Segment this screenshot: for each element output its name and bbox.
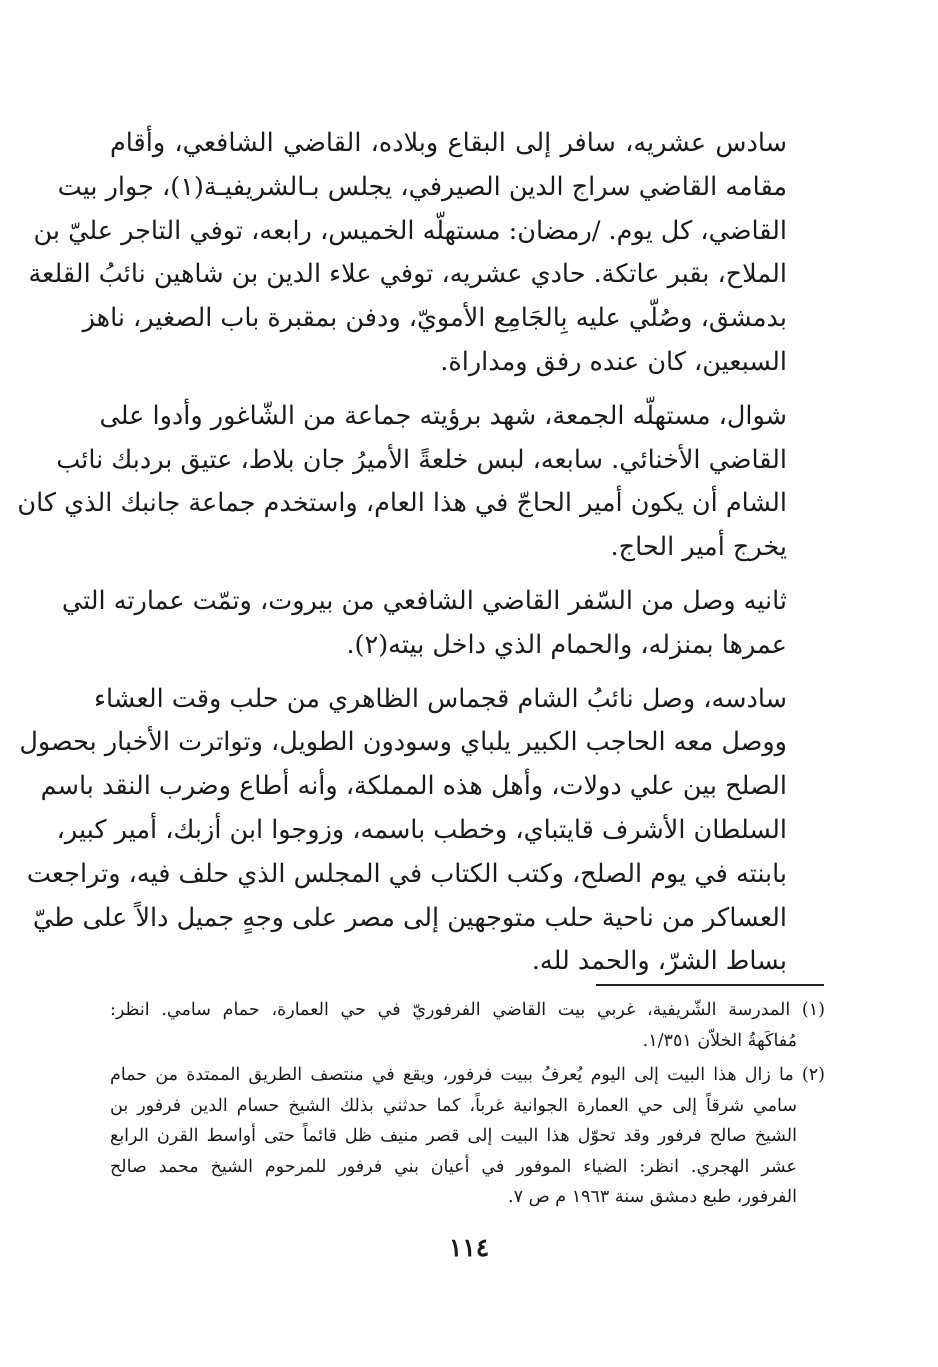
text-line: بابنته في يوم الصلح، وكتب الكتاب في المجلس الذي حلف فيه، وتراجعت bbox=[26, 858, 787, 889]
text-line: بدمشق، وصُلّي عليه بِالجَامِع الأمويّ، ودفن بمقبرة باب الصغير، ناهز bbox=[82, 303, 787, 334]
text-line: القاضي الأخنائي. سابعه، لبس خلعةً الأميرُ جان بلاط، عتيق بردبك نائب bbox=[56, 444, 787, 475]
paragraph-1 bbox=[28, 122, 825, 385]
text-line: القاضي، كل يوم. /رمضان: مستهلّه الخميس، رابعه، توفي التاجر عليّ بن bbox=[33, 215, 787, 246]
paragraph-4 bbox=[19, 678, 825, 985]
footnote-1 bbox=[110, 995, 825, 1056]
footnote-line: الشيخ صالح فرفور وقد تحوّل هذا البيت إلى قصر منيف ظل قائماً حتى أواسط القرن الرابع bbox=[110, 1126, 797, 1146]
text-line: شوال، مستهلّه الجمعة، شهد برؤيته جماعة من الشّاغور وأدوا على bbox=[99, 400, 787, 431]
text-line: السلطان الأشرف قايتباي، وخطب باسمه، وزوجوا ابن أزبك، أمير كبير، bbox=[56, 814, 787, 845]
text-line: مقامه القاضي سراج الدين الصيرفي، يجلس بـالشريفيـة(١)، جوار بيت bbox=[57, 171, 787, 202]
text-line: الصلح بين علي دولات، وأهل هذه المملكة، وأنه أطاع وضرب النقد باسم bbox=[40, 771, 787, 802]
text-line: السبعين، كان عنده رفق ومداراة. bbox=[440, 346, 787, 377]
footnote-line: (١) المدرسة الشّريفية، غربي بيت القاضي الفرفوريّ في حي العمارة، حمام سامي. انظر: bbox=[110, 1000, 825, 1020]
text-line: بساط الشرّ، والحمد لله. bbox=[531, 946, 787, 977]
text-line: سادسه، وصل نائبُ الشام قجماس الظاهري من حلب وقت العشاء bbox=[94, 683, 787, 714]
text-line: الشام أن يكون أمير الحاجّ في هذا العام، واستخدم جماعة جانبك الذي كان bbox=[17, 488, 787, 519]
text-line: الملاح، بقبر عاتكة. حادي عشريه، توفي علاء الدين بن شاهين نائبُ القلعة bbox=[28, 259, 787, 290]
footnote-line: (٢) ما زال هذا البيت إلى اليوم يُعرفُ ببيت فرفور، ويقع في منتصف الطريق الممتدة من حمام bbox=[110, 1065, 825, 1085]
footnote-line: مُفاكَهةُ الخلاّن ١/٣٥١. bbox=[642, 1030, 797, 1051]
text-line: يخرج أمير الحاج. bbox=[610, 532, 787, 563]
text-line: عمرها بمنزله، والحمام الذي داخل بيته(٢). bbox=[346, 629, 787, 660]
page-number: ١١٤ bbox=[448, 1233, 490, 1262]
paragraph-3 bbox=[61, 580, 825, 668]
text-line: سادس عشريه، سافر إلى البقاع وبلاده، القاضي الشافعي، وأقام bbox=[110, 128, 787, 158]
footnote-line: سامي شرقاً إلى حي العمارة الجوانية غرباً، كما حدثني بذلك الشيخ حسام الدين فرفور بن bbox=[110, 1095, 797, 1116]
footnote-line: عشر الهجري. انظر: الضياء الموفور في أعيان بني فرفور للمرحوم الشيخ محمد صالح bbox=[110, 1156, 797, 1177]
main-text bbox=[17, 122, 825, 994]
text-line: العساكر من ناحية حلب متوجهين إلى مصر على وجهٍ جميل دالاً على طيّ bbox=[32, 902, 787, 933]
footnote-divider bbox=[596, 984, 824, 986]
text-line: ثانيه وصل من السّفر القاضي الشافعي من بيروت، وتمّت عمارته التي bbox=[61, 585, 787, 616]
paragraph-2 bbox=[17, 395, 825, 570]
footnotes bbox=[110, 995, 825, 1217]
text-line: ووصل معه الحاجب الكبير يلباي وسودون الطويل، وتواترت الأخبار بحصول bbox=[19, 727, 787, 758]
footnote-line: الفرفور، طبع دمشق سنة ١٩٦٣ م ص ٧. bbox=[508, 1187, 797, 1207]
footnote-2 bbox=[110, 1060, 825, 1213]
